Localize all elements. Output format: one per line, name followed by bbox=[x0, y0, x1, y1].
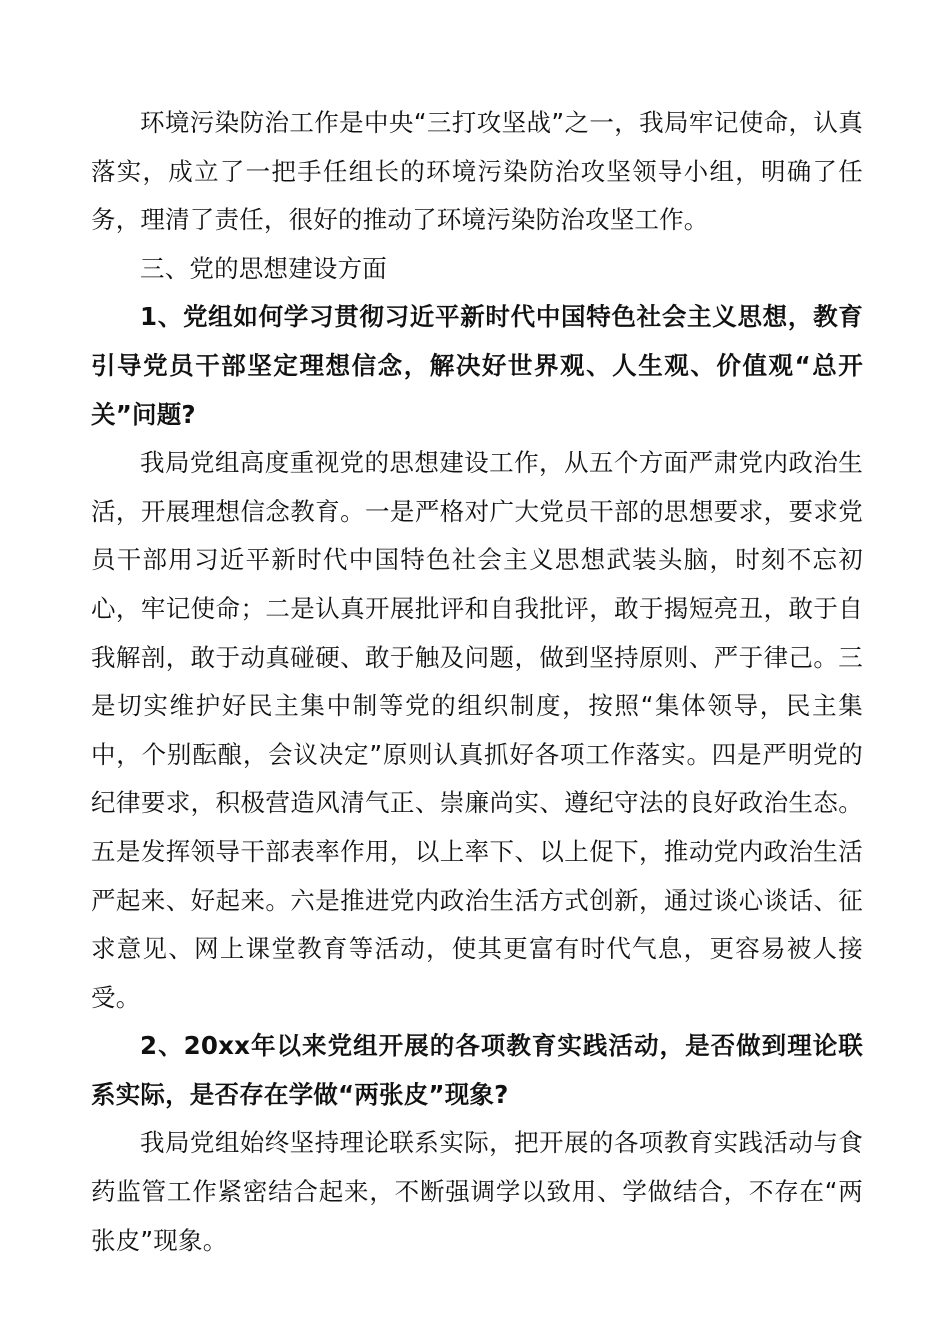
document-page bbox=[91, 99, 863, 1265]
question-heading-1: 1、党组如何学习贯彻习近平新时代中国特色社会主义思想，教育引导党员干部坚定理想信念，解决好世界观、人生观、价值观“总开关”问题? bbox=[91, 302, 863, 429]
answer-paragraph-2: 我局党组始终坚持理论联系实际，把开展的各项教育实践活动与食药监管工作紧密结合起来，不断强调学以致用、学做结合，不存在“两张皮”现象。 bbox=[91, 1128, 863, 1255]
paragraph-pollution-control: 环境污染防治工作是中央“三打攻坚战”之一，我局牢记使命，认真落实，成立了一把手任组长的环境污染防治攻坚领导小组，明确了任务，理清了责任，很好的推动了环境污染防治攻坚工作。 bbox=[91, 108, 863, 235]
question-heading-2: 2、20xx年以来党组开展的各项教育实践活动，是否做到理论联系实际，是否存在学做“两张皮”现象? bbox=[91, 1031, 863, 1109]
answer-paragraph-1: 我局党组高度重视党的思想建设工作，从五个方面严肃党内政治生活，开展理想信念教育。一是严格对广大党员干部的思想要求，要求党员干部用习近平新时代中国特色社会主义思想武装头脑，时刻不忘初心，牢记使命；二是认真开展批评和自我批评，敢于揭短亮丑，敢于自我解剖，敢于动真碰硬、敢于触及问题，做到坚持原则、严于律己。三是切实维护好民主集中制等党的组织制度，按照“集体领导，民主集中，个别酝酿，会议决定”原则认真抓好各项工作落实。四是严明党的纪律要求，积极营造风清气正、崇廉尚实、遵纪守法的良好政治生态。五是发挥领导干部表率作用，以上率下、以上促下，推动党内政治生活严起来、好起来。六是推进党内政治生活方式创新，通过谈心谈话、征求意见、网上课堂教育等活动，使其更富有时代气息，更容易被人接受。 bbox=[91, 448, 863, 1012]
section-heading-ideological-building: 三、党的思想建设方面 bbox=[140, 253, 387, 283]
